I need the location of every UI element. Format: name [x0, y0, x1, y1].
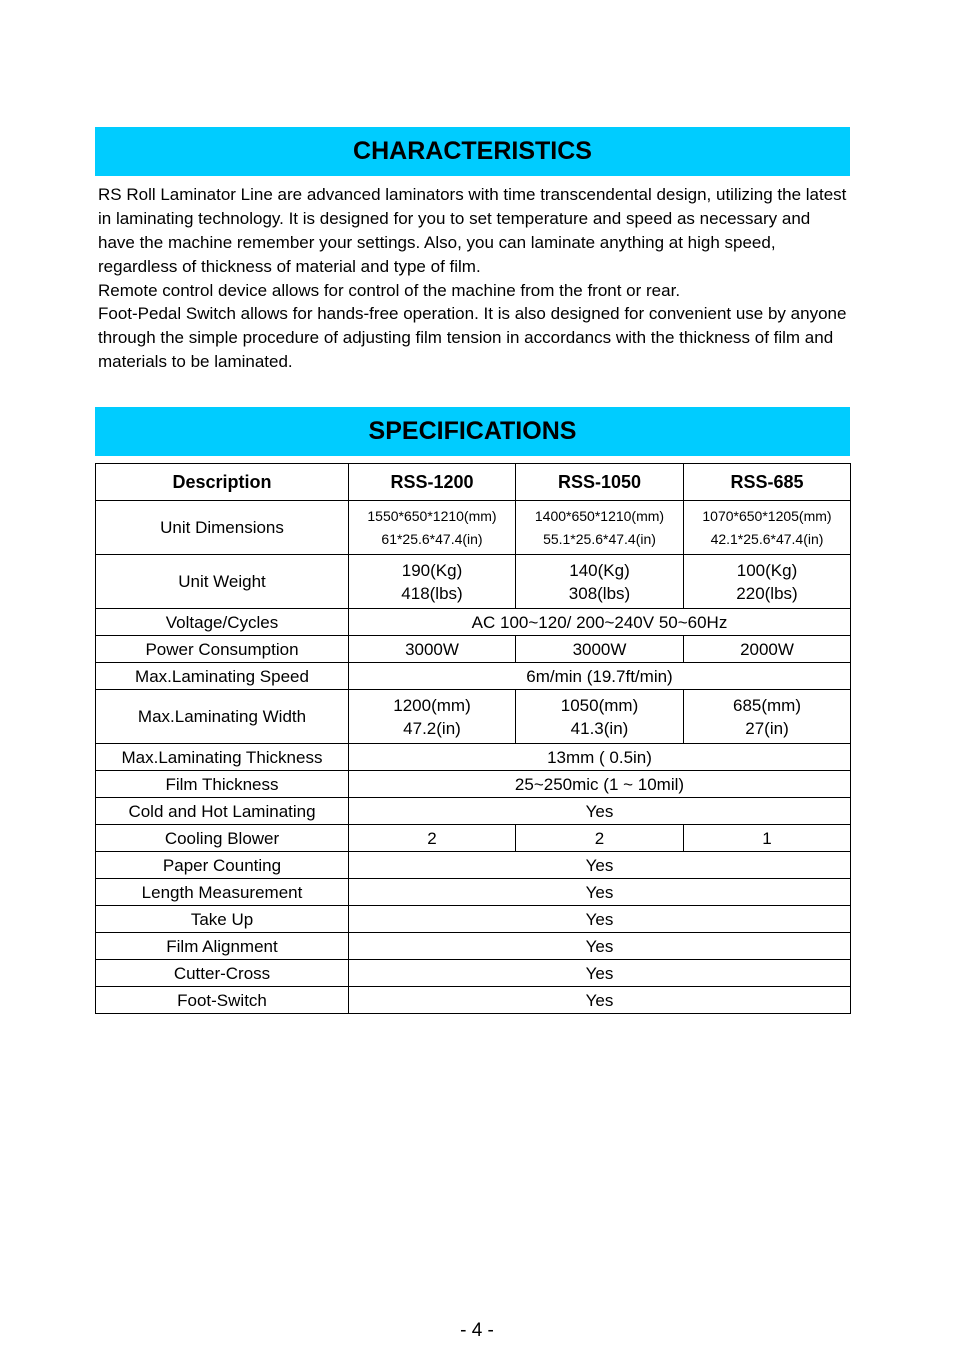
cell-rss-1050 — [516, 555, 684, 609]
cell-line: 1050(mm) — [560, 695, 639, 715]
cell-rss-685 — [684, 501, 851, 555]
cell-rss-1200 — [349, 690, 516, 744]
paragraph-text: RS Roll Laminator Line are advanced laminators with time transcendental design, utilizing the latest in laminating technology. It is designed for you to set temperature and speed as necessary and have the machine remember your settings. Also, you can laminate anything at high speed, regardless of thickness of material and type of film. — [98, 185, 847, 276]
table-row — [96, 987, 851, 1014]
cell-rss-1050 — [516, 501, 684, 555]
cell-line: 220(lbs) — [736, 583, 798, 603]
characteristics-paragraph-2 — [98, 279, 850, 303]
cell-line: 42.1*25.6*47.4(in) — [710, 530, 824, 547]
cell-all-models: Yes — [349, 852, 851, 879]
cell-all-models: 25~250mic (1 ~ 10mil) — [349, 771, 851, 798]
cell-rss-1200: 2 — [349, 825, 516, 852]
cell-rss-685 — [684, 555, 851, 609]
cell-rss-685 — [684, 690, 851, 744]
table-row — [96, 906, 851, 933]
table-row — [96, 501, 851, 555]
row-label: Unit Weight — [96, 555, 349, 609]
table-row — [96, 933, 851, 960]
table-row — [96, 798, 851, 825]
cell-all-models: Yes — [349, 798, 851, 825]
specifications-banner — [95, 407, 850, 456]
cell-line: 1400*650*1210(mm) — [534, 507, 665, 524]
cell-line: 47.2(in) — [403, 718, 461, 738]
row-label: Max.Laminating Speed — [96, 663, 349, 690]
cell-line: 418(lbs) — [401, 583, 463, 603]
table-row — [96, 825, 851, 852]
table-row — [96, 609, 851, 636]
row-label: Cold and Hot Laminating — [96, 798, 349, 825]
table-row — [96, 555, 851, 609]
table-row — [96, 960, 851, 987]
table-row — [96, 690, 851, 744]
row-label: Film Thickness — [96, 771, 349, 798]
cell-line: 1550*650*1210(mm) — [367, 507, 497, 524]
characteristics-title: CHARACTERISTICS — [353, 137, 592, 165]
row-label: Cutter-Cross — [96, 960, 349, 987]
row-label: Paper Counting — [96, 852, 349, 879]
table-row — [96, 771, 851, 798]
cell-line: 55.1*25.6*47.4(in) — [543, 530, 656, 547]
paragraph-text: Foot-Pedal Switch allows for hands-free operation. It is also designed for convenient use by anyone through the simple procedure of adjusting film tension in accordancs with the thickness of film and materials to be laminated. — [98, 304, 847, 371]
cell-all-models: Yes — [349, 987, 851, 1014]
specifications-title: SPECIFICATIONS — [368, 417, 577, 445]
row-label: Cooling Blower — [96, 825, 349, 852]
paragraph-text: Remote control device allows for control of the machine from the front or rear. — [98, 281, 681, 300]
cell-line: 190(Kg) — [401, 560, 463, 580]
table-row — [96, 663, 851, 690]
cell-line: 308(lbs) — [568, 583, 631, 603]
row-label: Max.Laminating Width — [96, 690, 349, 744]
cell-rss-1200: 3000W — [349, 636, 516, 663]
row-label: Take Up — [96, 906, 349, 933]
cell-all-models: AC 100~120/ 200~240V 50~60Hz — [349, 609, 851, 636]
cell-rss-1050: 2 — [516, 825, 684, 852]
cell-rss-1200 — [349, 555, 516, 609]
cell-rss-685: 2000W — [684, 636, 851, 663]
specifications-table — [95, 463, 851, 1014]
row-label: Power Consumption — [96, 636, 349, 663]
row-label: Max.Laminating Thickness — [96, 744, 349, 771]
header-rss-1200: RSS-1200 — [349, 464, 516, 501]
cell-all-models: Yes — [349, 933, 851, 960]
characteristics-banner — [95, 127, 850, 176]
cell-line: 100(Kg) — [736, 560, 798, 580]
characteristics-paragraph-1 — [98, 183, 850, 279]
cell-all-models: 13mm ( 0.5in) — [349, 744, 851, 771]
row-label: Length Measurement — [96, 879, 349, 906]
cell-all-models: 6m/min (19.7ft/min) — [349, 663, 851, 690]
header-description: Description — [96, 464, 349, 501]
cell-line: 27(in) — [745, 718, 789, 738]
table-header-row — [96, 464, 851, 501]
cell-line: 140(Kg) — [569, 560, 630, 580]
row-label: Voltage/Cycles — [96, 609, 349, 636]
cell-all-models: Yes — [349, 960, 851, 987]
characteristics-paragraph-3 — [98, 302, 850, 374]
cell-line: 1070*650*1205(mm) — [702, 507, 832, 524]
cell-line: 41.3(in) — [570, 718, 629, 738]
cell-rss-1200 — [349, 501, 516, 555]
cell-line: 1200(mm) — [393, 695, 471, 715]
table-row — [96, 636, 851, 663]
cell-all-models: Yes — [349, 906, 851, 933]
row-label: Film Alignment — [96, 933, 349, 960]
cell-line: 61*25.6*47.4(in) — [381, 530, 483, 547]
table-row — [96, 744, 851, 771]
row-label: Foot-Switch — [96, 987, 349, 1014]
row-label: Unit Dimensions — [96, 501, 349, 555]
table-row — [96, 852, 851, 879]
cell-all-models: Yes — [349, 879, 851, 906]
table-row — [96, 879, 851, 906]
cell-rss-1050: 3000W — [516, 636, 684, 663]
cell-line: 685(mm) — [732, 695, 801, 715]
header-rss-685: RSS-685 — [684, 464, 851, 501]
header-rss-1050: RSS-1050 — [516, 464, 684, 501]
cell-rss-1050 — [516, 690, 684, 744]
cell-rss-685: 1 — [684, 825, 851, 852]
page-number: - 4 - — [460, 1320, 494, 1341]
